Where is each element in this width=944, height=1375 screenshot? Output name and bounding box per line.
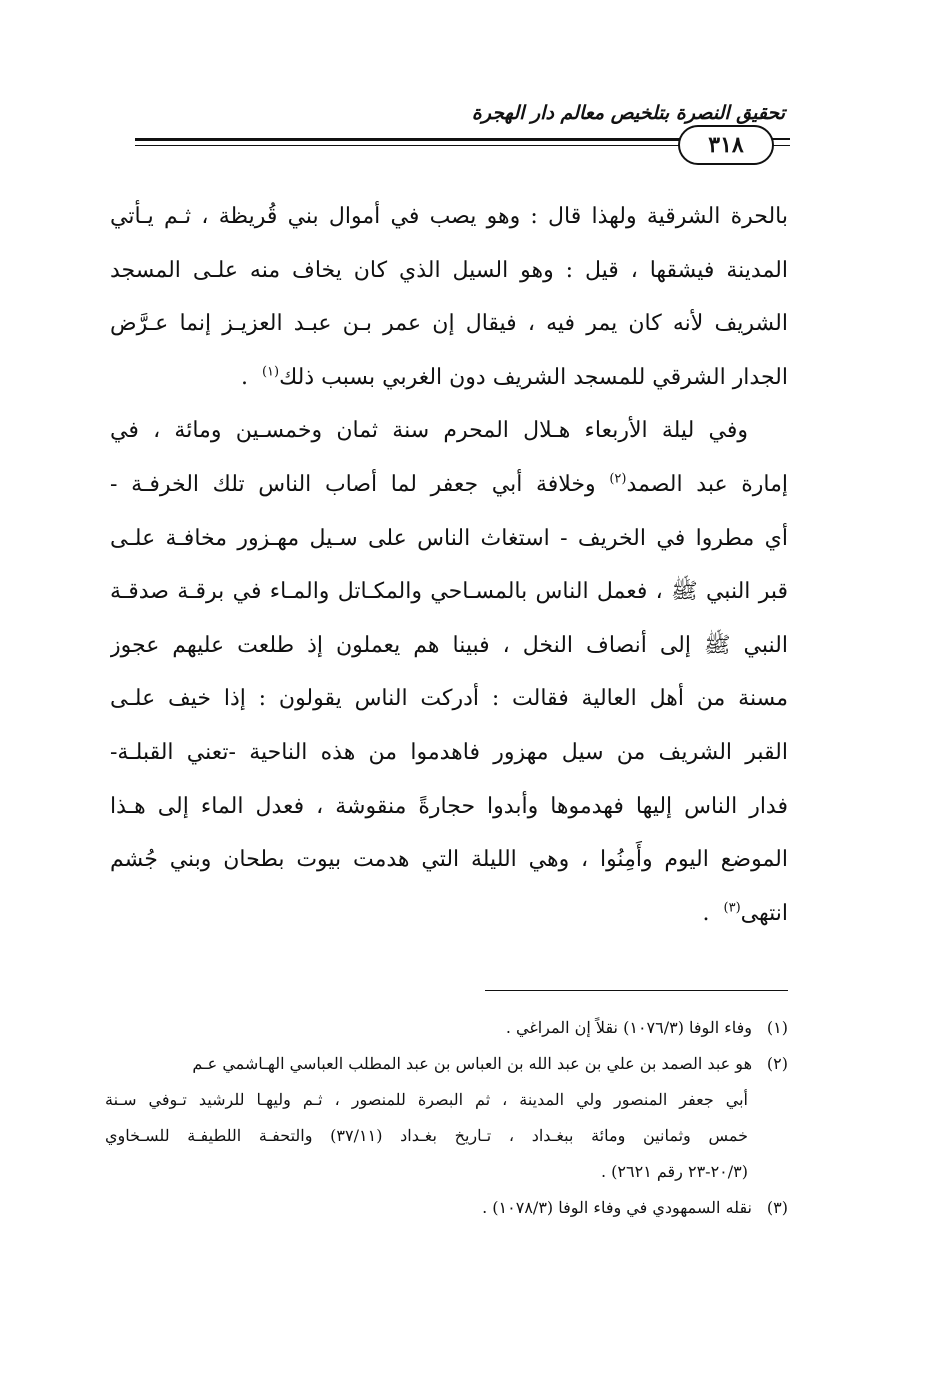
footnote-ref-2: (٢) xyxy=(609,471,627,487)
footnote-separator xyxy=(485,990,788,991)
footnote-number: (٣) xyxy=(766,1198,788,1217)
header-rule-thick xyxy=(135,138,680,141)
running-header-title: تحقيق النصرة بتلخيص معالم دار الهجرة xyxy=(471,102,785,124)
body-line-text: الجدار الشرقي للمسجد الشريف دون الغربي بسبب ذلك xyxy=(279,364,788,390)
header-rule-thin xyxy=(135,145,680,146)
footnote-ref-1: (١) xyxy=(261,364,280,380)
footnote-2-continuation: خمس وثمانين ومائة ببغـداد ، تـاريخ بغـداد (٣٧/١١) والتحفـة اللطيفـة للسـخاوي xyxy=(105,1126,748,1145)
body-line: الشريف لأنه كان يمر فيه ، فيقال إن عمر بـن عبـد العزيـز إنما عـرَّض xyxy=(110,311,788,337)
footnotes xyxy=(105,1010,788,1226)
footnote-text: وفاء الوفا (١٠٧٦/٣) نقلاً إن المراغي . xyxy=(505,1018,752,1037)
body-line xyxy=(110,887,788,941)
footnote-2-continuation: أبي جعفر المنصور ولي المدينة ، ثم البصرة للمنصور ، ثـم وليهـا للرشيد تـوفي سـنة xyxy=(105,1090,748,1109)
footnote-1 xyxy=(105,1010,788,1046)
body-line: النبي ﷺ إلى أنصاف النخل ، فبينا هم يعملون إذ طلعت عليهم عجوز xyxy=(110,632,788,658)
body-line: مسنة من أهل العالية فقالت : أدركت الناس يقولون : إذا خيف علـى xyxy=(110,686,788,712)
footnote-text: نقله السمهودي في وفاء الوفا (١٠٧٨/٣) . xyxy=(482,1198,752,1217)
body-line: قبر النبي ﷺ ، فعمل الناس بالمسـاحي والمكـاتل والمـاء في برقـة صدقـة xyxy=(110,579,788,605)
footnote-3 xyxy=(105,1190,788,1226)
page-number xyxy=(678,125,774,165)
footnote-ref-3: (٣) xyxy=(723,900,741,916)
page-number-text: ٣١٨ xyxy=(708,132,744,158)
footnote-number: (٢) xyxy=(766,1054,788,1073)
footnote-text: هو عبد الصمد بن علي بن عبد الله بن العباس بن عبد المطلب العباسي الهـاشمي عـم xyxy=(192,1054,752,1073)
body-line-text: وخلافة أبي جعفر لما أصاب الناس تلك الخرفـة - xyxy=(110,471,596,497)
body-line: فدار الناس إليها فهدموها وأبدوا حجارةً منقوشة ، فعدل الماء إلى هـذا xyxy=(110,793,788,819)
body-line: المدينة فيشقها ، قيل : وهو السيل الذي كان يخاف منه علـى المسجد xyxy=(110,257,788,283)
body-line xyxy=(110,351,788,405)
footnote-2 xyxy=(105,1046,788,1082)
body-line: القبر الشريف من سيل مهزور فاهدموا من هذه الناحية -تعني القبلـة- xyxy=(110,739,788,765)
period: . xyxy=(702,900,710,926)
footnote-number: (١) xyxy=(766,1018,788,1037)
paragraph-start-line: وفي ليلة الأربعاء هـلال المحرم سنة ثمان وخمسـين ومائة ، في xyxy=(110,418,748,444)
body-line-text: انتهى xyxy=(740,900,788,926)
body-text xyxy=(110,190,788,940)
footnote-2-continuation: (٢٠/٣-٢٣ رقم ٢٦٢١) . xyxy=(600,1162,748,1181)
body-line: أي مطروا في الخريف - استغاث الناس على سـيل مهـزور مخافـة علـى xyxy=(110,525,788,551)
period: . xyxy=(240,364,248,390)
body-line-text: إمارة عبد الصمد xyxy=(626,471,788,497)
body-line: الموضع اليوم وأَمِنُوا ، وهي الليلة التي هدمت بيوت بطحان وبني جُشم xyxy=(110,847,788,873)
body-line xyxy=(110,458,788,512)
body-line: بالحرة الشرقية ولهذا قال : وهو يصب في أموال بني قُريظة ، ثـم يـأتي xyxy=(110,204,788,229)
